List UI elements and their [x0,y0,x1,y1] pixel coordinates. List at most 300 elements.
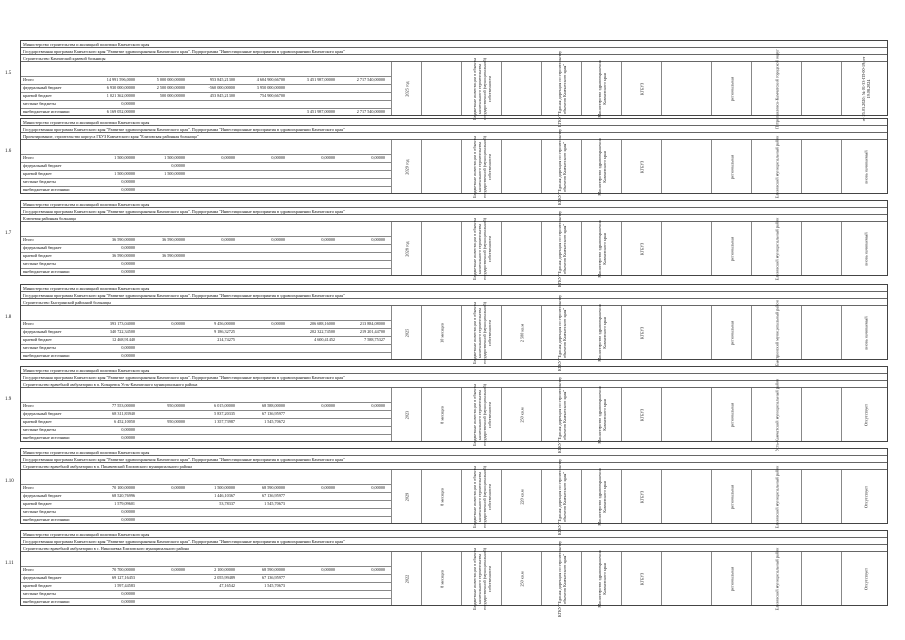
finance-cell: 3 451 987,00000 [306,109,335,114]
vertical-column [461,135,501,198]
vertical-column [801,222,841,275]
vertical-column [751,48,801,129]
finance-cell: 68 590,00000 [261,567,285,572]
finance-cell: 0,00000 [371,485,385,490]
finance-cell: 2 717 540,00000 [356,109,385,114]
finance-label: внебюджетные источники [23,435,70,440]
vertical-text: 2028 год [404,240,409,257]
vertical-column [711,222,751,275]
vertical-column [461,547,501,610]
vertical-column [711,552,751,605]
table-block [5,448,888,535]
finance-cell: 1 357,73987 [214,419,235,424]
finance-cell: 77 553,00000 [111,403,135,408]
finance-cell: 0,00000 [121,179,135,184]
vertical-column [841,306,889,359]
finance-cell: 9 456,00000 [214,321,235,326]
finance-cell: 1 545,70672 [264,419,285,424]
finance-cell: 0,00000 [121,245,135,250]
vertical-text: Министерство здравоохранения Камчатского края [596,303,607,362]
vertical-column [841,56,889,121]
finance-row [21,320,391,327]
finance-label: внебюджетные источники [23,599,70,604]
finance-row [21,590,391,597]
vertical-column [661,140,711,193]
finance-cell: 67 136,95977 [261,493,285,498]
vertical-column [421,552,461,605]
finance-cell: 1 579,09601 [114,501,135,506]
vertical-text: региональная [729,76,734,101]
program-header: Государственная программа Камчатского края "Развитие здравоохранения Камчатского края". Подпрограмма "Инвестиционные мероприятия в здравоохранении Камчатского края" [21,48,887,55]
vertical-text: КГКУ "Единая дирекция по строительству объектов Камчатского края" [556,540,567,617]
row-number: 1.7 [5,231,12,236]
finance-row [21,402,391,409]
finance-cell: 0,00000 [121,427,135,432]
finance-label: федеральный бюджет [23,85,62,90]
finance-label: местные бюджеты [23,345,56,350]
vertical-text: региональная [729,154,734,179]
vertical-text: Елизовский муниципальный район [774,217,779,280]
vertical-column [711,140,751,193]
vertical-column [661,552,711,605]
vertical-text: 8 месяцев [439,405,444,424]
finance-cell: 68 520,76996 [111,493,135,498]
finance-label: краевой бюджет [23,583,52,588]
finance-row [21,508,391,515]
vertical-column [581,549,621,608]
finance-cell: 2 100,00000 [214,567,235,572]
finance-row [21,268,391,275]
finance-label: федеральный бюджет [23,493,62,498]
finance-cell: 53,78337 [219,501,235,506]
finance-cell: 453 845,21300 [209,93,235,98]
finance-cell: 0,00000 [271,321,285,326]
vertical-text: КГКУ "Единая дирекция по строительству объектов Камчатского края" [556,376,567,453]
vertical-text: Бюджетные инвестиции в объекты капитального строительства государственной (муниципальной) собственности [471,135,492,198]
program-header: Государственная программа Камчатского края "Развитие здравоохранения Камчатского края". Подпрограмма "Инвестиционные мероприятия в здравоохранении Камчатского края" [21,374,887,381]
vertical-text: 2025 год [404,80,409,97]
finance-cell: 6 015,00000 [214,403,235,408]
vertical-column [581,385,621,444]
vertical-column [421,388,461,441]
finance-label: Итого [23,567,34,572]
finance-cell: 500 000,00000 [159,93,185,98]
vertical-text: региональная [729,484,734,509]
object-title: Строительство врачебной амбулатории в п. Козыревск Усть-Камчатского муниципального района [21,381,887,388]
vertical-text: КГБУЗ [639,490,644,503]
finance-row [21,352,391,359]
finance-cell: 2 717 540,00000 [356,77,385,82]
vertical-column [621,222,661,275]
row-number: 1.10 [5,479,14,484]
finance-cell: 5 837,20335 [214,411,235,416]
vertical-text: КГБУЗ [639,572,644,585]
vertical-column [751,465,801,528]
finance-cell: 0,00000 [121,187,135,192]
finance-cell: 0,00000 [371,403,385,408]
vertical-text: 10 месяцев [439,322,444,343]
finance-row [21,92,391,99]
vertical-text: Бюджетные инвестиции в объекты капитального строительства государственной (муниципальной) собственности [471,57,492,120]
vertical-column [661,388,711,441]
finance-cell: 0,00000 [321,485,335,490]
vertical-column [661,470,711,523]
finance-cell: 6 930 000,00000 [106,85,135,90]
vertical-column [751,378,801,451]
table-block [5,530,888,617]
object-title: Строительство врачебной амбулатории в п. Пиначевский Елизовского муниципального района [21,463,887,470]
finance-row [21,336,391,343]
vertical-column [541,294,581,371]
vertical-column [391,388,421,441]
vertical-text: Бюджетные инвестиции в объекты капитального строительства государственной (муниципальной) собственности [471,465,492,528]
vertical-text: 2022 [404,574,409,583]
ministry-header: Министерство строительства и жилищной политики Камчатского края [21,367,887,374]
vertical-text: КГБУЗ [639,160,644,173]
row-number: 1.9 [5,397,12,402]
vertical-text: 250 кв.м [519,570,524,587]
finance-cell: 1 545,70673 [264,501,285,506]
finance-label: внебюджетные источники [23,353,70,358]
program-header: Государственная программа Камчатского края "Развитие здравоохранения Камчатского края". Подпрограмма "Инвестиционные мероприятия в здравоохранении Камчатского края" [21,126,887,133]
finance-cell: 0,00000 [121,261,135,266]
finance-cell: 754 900,66700 [259,93,285,98]
ministry-header: Министерство строительства и жилищной политики Камчатского края [21,285,887,292]
finance-cell: 0,00000 [171,567,185,572]
finance-row [21,186,391,193]
finance-label: федеральный бюджет [23,329,62,334]
vertical-text: вновь начинаемый [863,149,868,184]
finance-cell: 12 468,91440 [111,337,135,342]
vertical-column [661,222,711,275]
vertical-column [581,59,621,118]
vertical-column [501,470,541,523]
finance-cell: 0,00000 [321,567,335,572]
finance-cell: 1 021 362,00000 [106,93,135,98]
row-number: 1.8 [5,315,12,320]
vertical-column [801,306,841,359]
finance-row [21,260,391,267]
vertical-text: КГБУЗ [639,82,644,95]
program-header: Государственная программа Камчатского края "Развитие здравоохранения Камчатского края". Подпрограмма "Инвестиционные мероприятия в здравоохранении Камчатского края" [21,292,887,299]
finance-cell: 1 500,00000 [114,171,135,176]
ministry-header: Министерство строительства и жилищной политики Камчатского края [21,41,887,48]
finance-row [21,76,391,83]
finance-cell: 0,00000 [171,321,185,326]
vertical-text: региональная [729,320,734,345]
vertical-column [751,135,801,198]
vertical-column [841,222,889,275]
finance-cell: 0,00000 [121,101,135,106]
vertical-text: КГКУ "Единая дирекция по строительству объектов Камчатского края" [556,50,567,127]
vertical-text: КГКУ "Единая дирекция по строительству объектов Камчатского края" [556,128,567,205]
vertical-text: Министерство здравоохранения Камчатского края [596,59,607,118]
finance-table [21,226,391,275]
finance-table [21,392,391,441]
finance-row [21,500,391,507]
finance-cell: 0,00000 [321,403,335,408]
vertical-column [391,470,421,523]
vertical-text: Бюджетные инвестиции в объекты капитального строительства государственной (муниципальной) собственности [471,217,492,280]
vertical-text: от 25.03.2020; № 01-33-ПЗ-00-19; от 19.08.2024 [860,56,871,121]
vertical-column [421,306,461,359]
ministry-header: Министерство строительства и жилищной политики Камчатского края [21,449,887,456]
finance-table [21,66,391,115]
row-number: 1.5 [5,71,12,76]
object-title: Ключевая районная больница [21,215,887,222]
vertical-text: вновь начинаемый [863,231,868,266]
program-header: Государственная программа Камчатского края "Развитие здравоохранения Камчатского края". Подпрограмма "Инвестиционные мероприятия в здравоохранении Камчатского края" [21,456,887,463]
vertical-text: Отсутствует [863,403,868,426]
finance-cell: 0,00000 [371,567,385,572]
finance-cell: 340 722,34500 [109,329,135,334]
vertical-column [501,140,541,193]
vertical-column [581,137,621,196]
finance-label: внебюджетные источники [23,269,70,274]
finance-row [21,574,391,581]
vertical-text: Бюджетные инвестиции в объекты капитального строительства государственной (муниципальной) собственности [471,383,492,446]
finance-cell: 7 588,75327 [364,337,385,342]
finance-row [21,516,391,523]
finance-cell: 1 500,00000 [164,171,185,176]
vertical-text: 8 месяцев [439,569,444,588]
vertical-column [421,140,461,193]
finance-cell: 36 590,00000 [161,237,185,242]
finance-row [21,426,391,433]
vertical-text: 250 кв.м [519,406,524,423]
finance-cell: 69 127,16453 [111,575,135,580]
finance-label: краевой бюджет [23,93,52,98]
finance-row [21,162,391,169]
vertical-column [501,306,541,359]
vertical-column [581,467,621,526]
finance-cell: 0,00000 [121,435,135,440]
vertical-text: Министерство здравоохранения Камчатского края [596,137,607,196]
finance-cell: 1 500,00000 [114,155,135,160]
vertical-column [751,217,801,280]
vertical-text: Министерство здравоохранения Камчатского края [596,219,607,278]
finance-label: краевой бюджет [23,171,52,176]
finance-cell: 202 322,74500 [309,329,335,334]
row-number: 1.6 [5,149,12,154]
vertical-text: Отсутствует [863,567,868,590]
finance-cell: 70 700,00000 [111,567,135,572]
row-number: 1.11 [5,561,14,566]
vertical-column [841,140,889,193]
finance-cell: 70 100,00000 [111,485,135,490]
vertical-column [501,222,541,275]
vertical-column [581,303,621,362]
finance-cell: 47,16542 [219,583,235,588]
vertical-column [391,140,421,193]
finance-cell: 36 590,00000 [111,237,135,242]
vertical-text: Усть-Камчатский муниципальный район [774,378,779,451]
vertical-column [841,388,889,441]
finance-cell: 0,00000 [171,485,185,490]
finance-row [21,484,391,491]
vertical-column [621,470,661,523]
finance-cell: 68 590,00000 [261,485,285,490]
finance-label: федеральный бюджет [23,575,62,580]
finance-cell: 0,00000 [371,237,385,242]
vertical-text: региональная [729,402,734,427]
vertical-text: вновь начинаемый [863,315,868,350]
vertical-text: 220 кв.м [519,488,524,505]
vertical-text: КГКУ "Единая дирекция по строительству объектов Камчатского края" [556,294,567,371]
finance-cell: 0,00000 [121,345,135,350]
vertical-column [841,552,889,605]
finance-cell: 14 991 596,0000 [106,77,135,82]
finance-cell: 0,00000 [371,155,385,160]
finance-cell: 1 545,70673 [264,583,285,588]
finance-row [21,154,391,161]
finance-row [21,492,391,499]
finance-row [21,418,391,425]
vertical-column [391,62,421,115]
vertical-column [391,552,421,605]
finance-row [21,100,391,107]
finance-row [21,252,391,259]
finance-cell: 2 055,99489 [214,575,235,580]
finance-cell: 68 588,00000 [261,403,285,408]
finance-label: Итого [23,77,34,82]
finance-cell: 67 136,95977 [261,411,285,416]
object-title: Строительство врачебной амбулатории в с. Николаевка Елизовского муниципального района [21,545,887,552]
finance-label: внебюджетные источники [23,109,70,114]
finance-cell: 3 950 000,00000 [256,85,285,90]
vertical-column [801,470,841,523]
ministry-header: Министерство строительства и жилищной политики Камчатского края [21,531,887,538]
vertical-column [621,388,661,441]
vertical-text: Петропавловск-Камчатский городской округ [774,48,779,129]
finance-table [21,144,391,193]
finance-cell: 0,00000 [321,155,335,160]
ministry-header: Министерство строительства и жилищной политики Камчатского края [21,119,887,126]
vertical-column [751,547,801,610]
vertical-column [541,458,581,535]
finance-cell: 0,00000 [121,269,135,274]
vertical-column [801,388,841,441]
finance-label: внебюджетные источники [23,517,70,522]
vertical-column [421,222,461,275]
vertical-text: Елизовский муниципальный район [774,135,779,198]
finance-row [21,236,391,243]
vertical-column [801,62,841,115]
finance-label: краевой бюджет [23,253,52,258]
table-block [5,40,888,129]
vertical-column [501,552,541,605]
finance-label: федеральный бюджет [23,411,62,416]
finance-label: краевой бюджет [23,337,52,342]
finance-cell: 950,00000 [167,403,185,408]
vertical-column [711,470,751,523]
finance-cell: 0,00000 [221,155,235,160]
object-title: Строительство Камчатской краевой больницы [21,55,887,62]
vertical-column [621,552,661,605]
program-header: Государственная программа Камчатского края "Развитие здравоохранения Камчатского края". Подпрограмма "Инвестиционные мероприятия в здравоохранении Камчатского края" [21,538,887,545]
finance-row [21,328,391,335]
vertical-text: 2023 [404,410,409,419]
vertical-text: 2025 [404,328,409,337]
finance-cell: 206 688,16000 [309,321,335,326]
program-header: Государственная программа Камчатского края "Развитие здравоохранения Камчатского края". Подпрограмма "Инвестиционные мероприятия в здравоохранении Камчатского края" [21,208,887,215]
finance-cell: 2 500 000,00000 [156,85,185,90]
vertical-text: КГКУ "Единая дирекция по строительству объектов Камчатского края" [556,210,567,287]
finance-cell: 3 451 987,00000 [306,77,335,82]
finance-cell: 6 169 052,00000 [106,109,135,114]
vertical-text: Быстринский муниципальный район [774,299,779,366]
ministry-header: Министерство строительства и жилищной политики Камчатского края [21,201,887,208]
finance-label: местные бюджеты [23,101,56,106]
vertical-text: Министерство здравоохранения Камчатского края [596,549,607,608]
vertical-column [581,219,621,278]
finance-cell: -560 000,00000 [208,85,235,90]
vertical-column [461,301,501,364]
vertical-text: Министерство здравоохранения Камчатского края [596,385,607,444]
finance-table [21,556,391,605]
finance-cell: 0,00000 [271,155,285,160]
vertical-column [421,470,461,523]
finance-cell: 1 500,00000 [214,485,235,490]
table-block [5,118,888,205]
finance-cell: 0,00000 [121,353,135,358]
finance-cell: 67 136,95977 [261,575,285,580]
finance-table [21,310,391,359]
vertical-column [541,128,581,205]
finance-label: федеральный бюджет [23,163,62,168]
vertical-column [801,140,841,193]
vertical-text: региональная [729,566,734,591]
vertical-text: 2 500 кв.м [519,323,524,342]
finance-label: Итого [23,403,34,408]
finance-row [21,84,391,91]
finance-row [21,170,391,177]
object-title: Проектирование, строительство корпуса ГБУЗ Камчатского края "Елизовская районная больница" [21,133,887,140]
finance-label: краевой бюджет [23,419,52,424]
finance-cell: 68 311,83940 [112,411,135,416]
finance-label: Итого [23,155,34,160]
finance-cell: 950,00000 [167,419,185,424]
finance-row [21,566,391,573]
finance-label: Итого [23,321,34,326]
vertical-column [661,62,711,115]
finance-cell: 4 604 900,66700 [256,77,285,82]
vertical-column [391,222,421,275]
vertical-text: 8 месяцев [439,487,444,506]
object-title: Строительство Быстринской районной больницы [21,299,887,306]
vertical-column [461,57,501,120]
vertical-text: Елизовский муниципальный район [774,465,779,528]
vertical-column [541,376,581,453]
finance-row [21,582,391,589]
finance-label: местные бюджеты [23,509,56,514]
vertical-column [711,62,751,115]
vertical-column [661,306,711,359]
vertical-column [621,62,661,115]
finance-cell: 0,00000 [121,591,135,596]
finance-label: краевой бюджет [23,501,52,506]
finance-cell: 0,00000 [221,237,235,242]
finance-label: Итого [23,237,34,242]
finance-row [21,244,391,251]
finance-cell: 0,00000 [121,509,135,514]
finance-row [21,434,391,441]
finance-cell: 4 600,41452 [314,337,335,342]
finance-cell: 953 845,21300 [209,77,235,82]
finance-cell: 0,00000 [121,517,135,522]
finance-cell: 0,00000 [121,599,135,604]
vertical-column [621,306,661,359]
